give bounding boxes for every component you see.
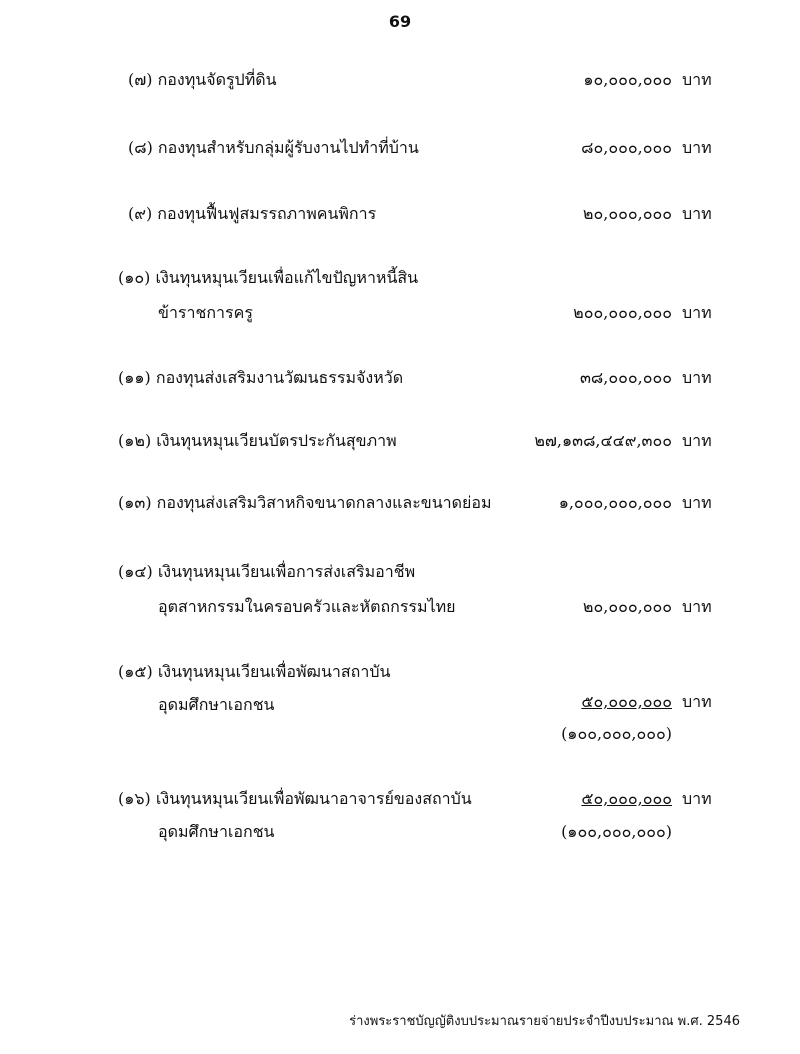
unit-label: บาท xyxy=(682,70,712,89)
item-15-label: (๑๕) เงินทุนหมุนเวียนเพื่อพัฒนาสถาบัน xyxy=(118,662,391,681)
item-12-amount: ๒๗,๑๓๘,๔๔๙,๓๐๐ xyxy=(534,431,672,450)
unit-label: บาท xyxy=(682,138,712,157)
item-12-label: (๑๒) เงินทุนหมุนเวียนบัตรประกันสุขภาพ xyxy=(118,431,397,450)
item-14-label-cont: อุตสาหกรรมในครอบครัวและหัตถกรรมไทย xyxy=(158,597,456,616)
item-10-amount: ๒๐๐,๐๐๐,๐๐๐ xyxy=(573,303,672,322)
item-7-amount: ๑๐,๐๐๐,๐๐๐ xyxy=(583,70,672,89)
item-14-amount: ๒๐,๐๐๐,๐๐๐ xyxy=(582,597,672,616)
unit-label: บาท xyxy=(682,692,712,711)
unit-label: บาท xyxy=(682,597,712,616)
document-footer: ร่างพระราชบัญญัติงบประมาณรายจ่ายประจำปีงบประมาณ พ.ศ. 2546 xyxy=(349,1014,740,1029)
unit-label: บาท xyxy=(682,493,712,512)
item-16-previous-amount: (๑๐๐,๐๐๐,๐๐๐) xyxy=(561,822,672,841)
item-11-label: (๑๑) กองทุนส่งเสริมงานวัฒนธรรมจังหวัด xyxy=(118,368,404,387)
item-9-label: (๙) กองทุนฟื้นฟูสมรรถภาพคนพิการ xyxy=(128,204,377,223)
item-15-label-cont: อุดมศึกษาเอกชน xyxy=(158,695,275,714)
item-9-amount: ๒๐,๐๐๐,๐๐๐ xyxy=(582,204,672,223)
item-15-amount: ๕๐,๐๐๐,๐๐๐ xyxy=(581,692,672,711)
unit-label: บาท xyxy=(682,204,712,223)
item-8-label: (๘) กองทุนสำหรับกลุ่มผู้รับงานไปทำที่บ้าน xyxy=(128,138,419,157)
item-10-label-cont: ข้าราชการครู xyxy=(158,303,253,322)
unit-label: บาท xyxy=(682,368,712,387)
item-13-label: (๑๓) กองทุนส่งเสริมวิสาหกิจขนาดกลางและขนาดย่อม xyxy=(118,493,492,512)
unit-label: บาท xyxy=(682,303,712,322)
item-14-label: (๑๔) เงินทุนหมุนเวียนเพื่อการส่งเสริมอาชีพ xyxy=(118,562,416,581)
item-8-amount: ๘๐,๐๐๐,๐๐๐ xyxy=(581,138,672,157)
item-16-label-cont: อุดมศึกษาเอกชน xyxy=(158,822,275,841)
item-11-amount: ๓๘,๐๐๐,๐๐๐ xyxy=(579,368,672,387)
item-15-previous-amount: (๑๐๐,๐๐๐,๐๐๐) xyxy=(561,724,672,743)
item-16-label: (๑๖) เงินทุนหมุนเวียนเพื่อพัฒนาอาจารย์ของสถาบัน xyxy=(118,789,472,808)
item-7-label: (๗) กองทุนจัดรูปที่ดิน xyxy=(128,70,277,89)
item-16-amount: ๕๐,๐๐๐,๐๐๐ xyxy=(581,789,672,808)
item-10-label: (๑๐) เงินทุนหมุนเวียนเพื่อแก้ไขปัญหาหนี้สิน xyxy=(118,268,419,287)
unit-label: บาท xyxy=(682,789,712,808)
item-13-amount: ๑,๐๐๐,๐๐๐,๐๐๐ xyxy=(558,493,672,512)
page-number: 69 xyxy=(388,12,412,31)
unit-label: บาท xyxy=(682,431,712,450)
